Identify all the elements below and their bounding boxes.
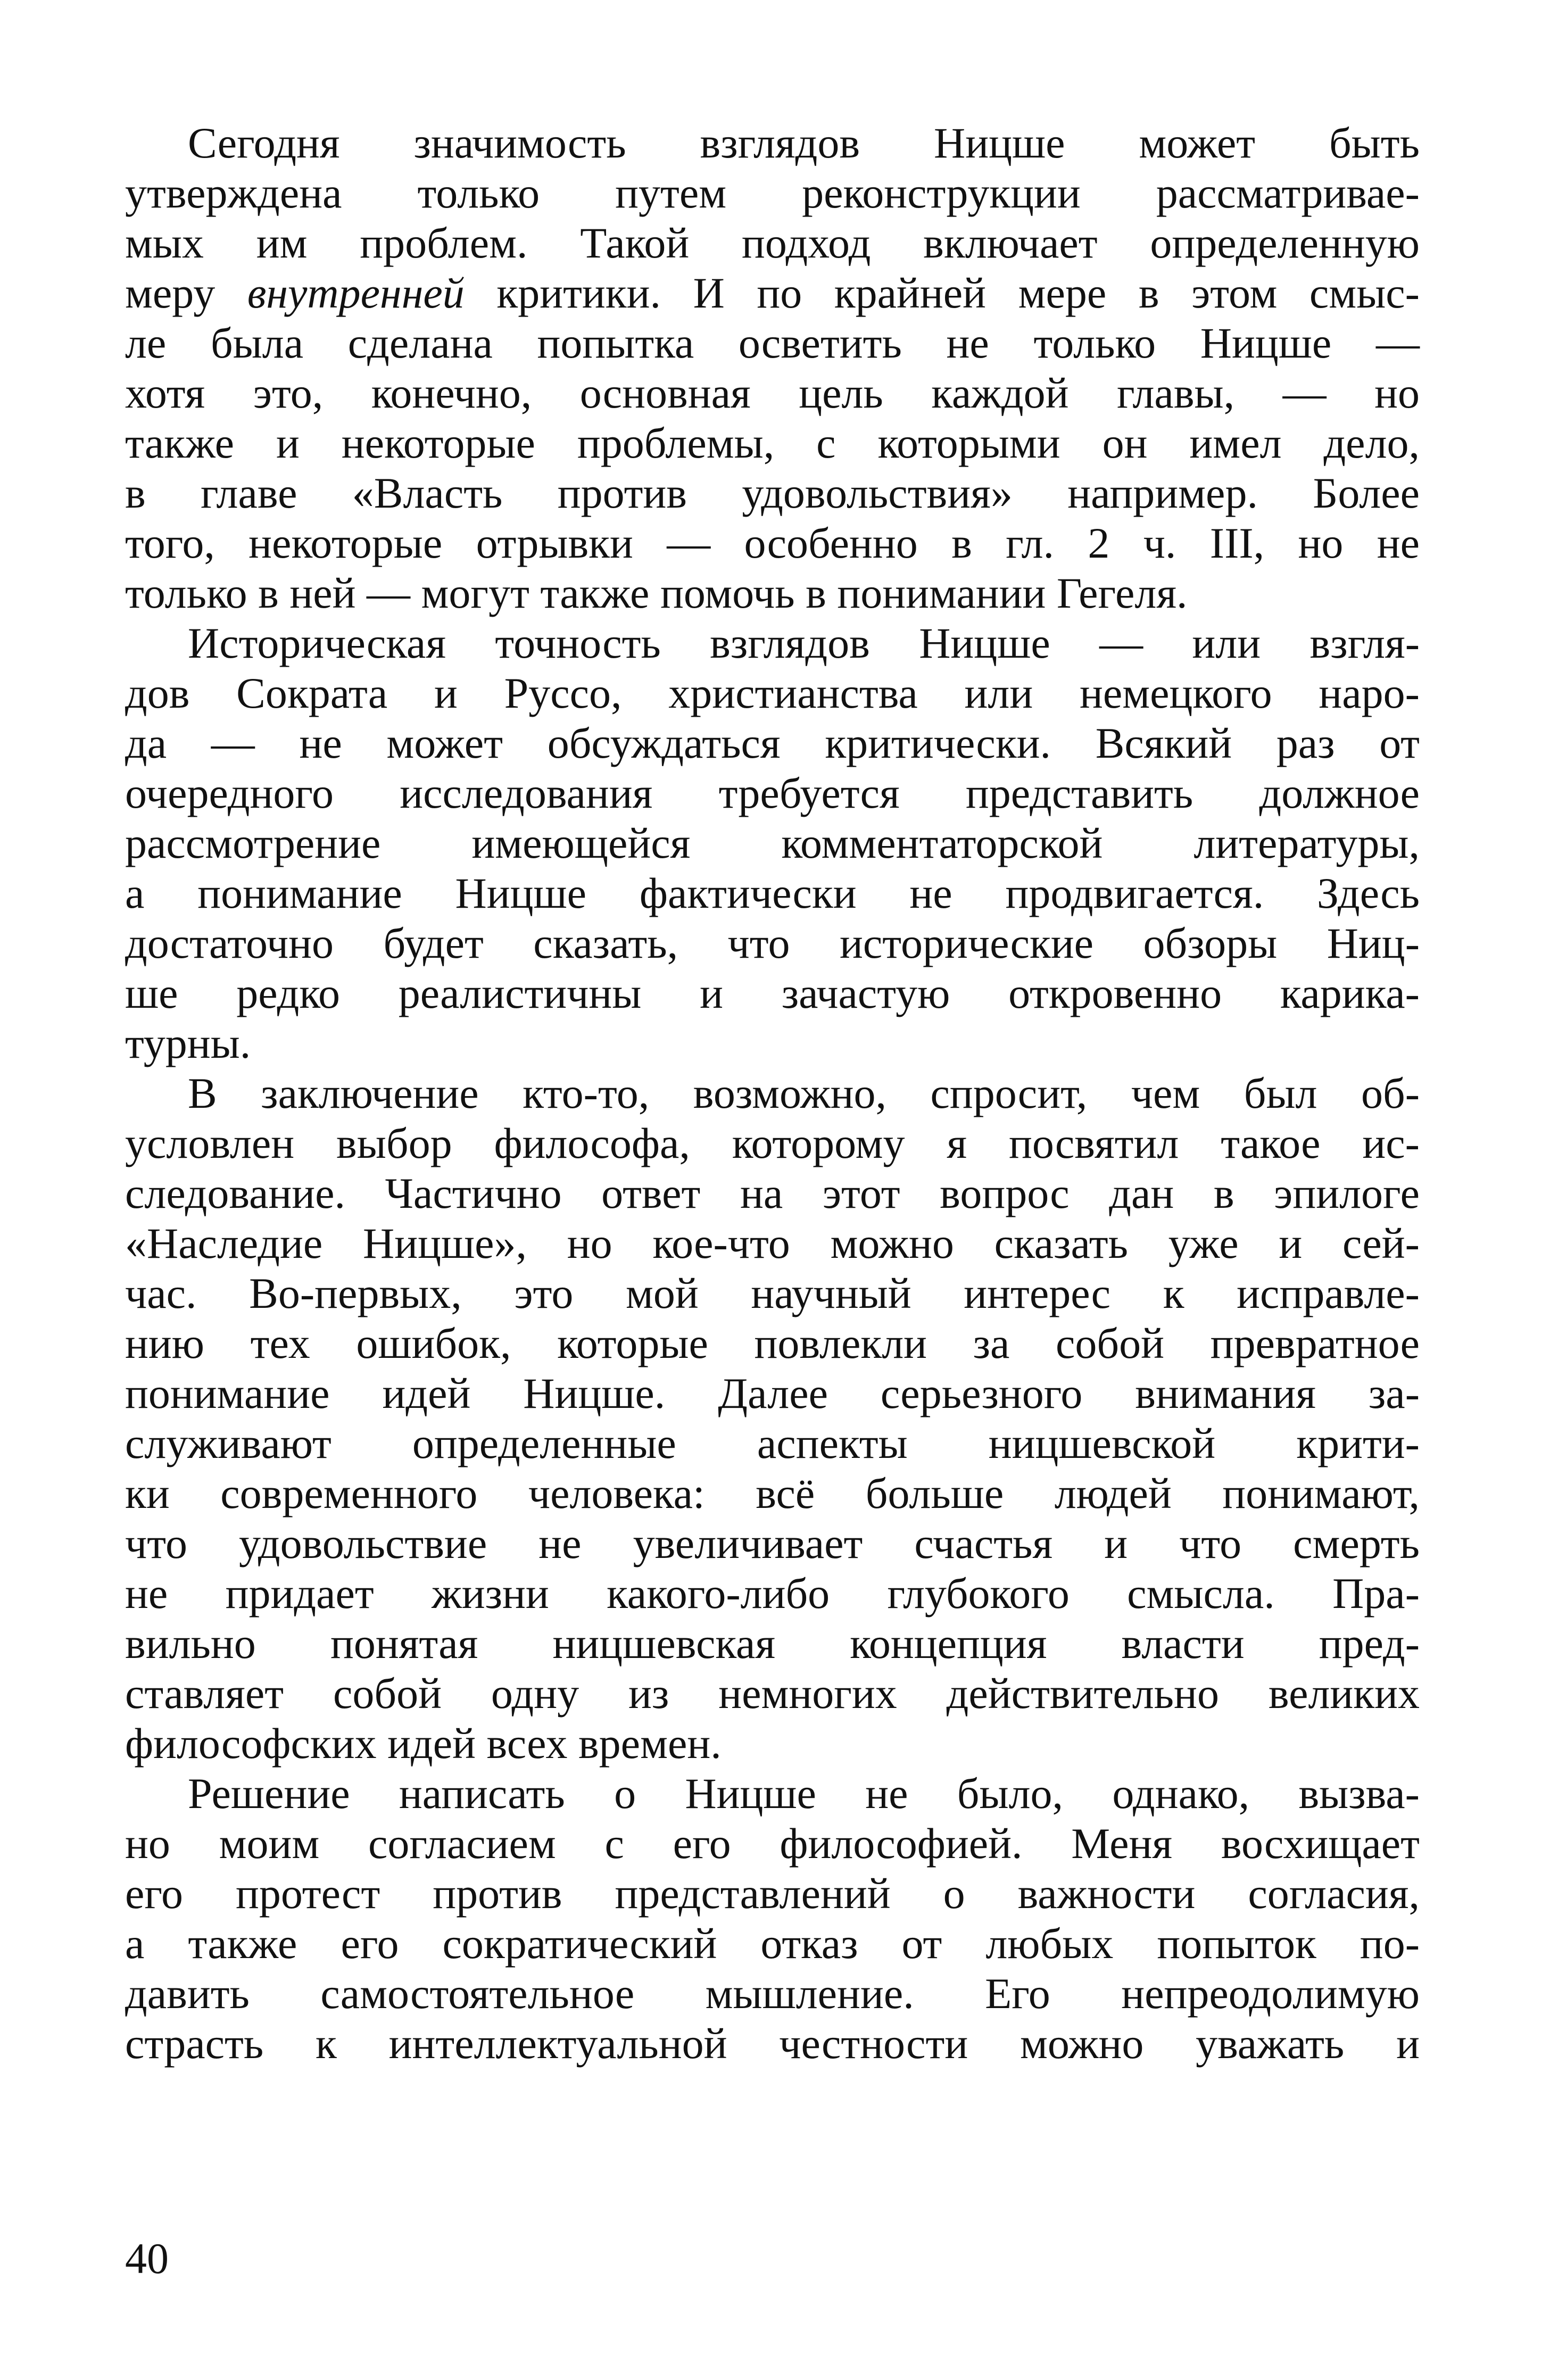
text-line: турны.: [125, 1019, 251, 1067]
text-line: нию тех ошибок, которые повлекли за собой превратное: [125, 1319, 1420, 1367]
text-line: В заключение кто-то, возможно, спросит, чем был об-: [188, 1069, 1420, 1117]
text-line: Сегодня значимость взглядов Ницше может быть: [188, 119, 1420, 167]
paragraph-2: [125, 618, 1420, 1068]
text-line: дов Сократа и Руссо, христианства или немецкого наро-: [125, 669, 1420, 717]
text-line: утверждена только путем реконструкции рассматривае-: [125, 169, 1420, 217]
italic-word: внутренней: [247, 269, 465, 317]
text-line: хотя это, конечно, основная цель каждой главы, — но: [125, 369, 1420, 417]
text-line: страсть к интеллектуальной честности можно уважать и: [125, 2019, 1420, 2068]
text-line: ки современного человека: всё больше людей понимают,: [125, 1469, 1420, 1517]
text-line: того, некоторые отрывки — особенно в гл. 2 ч. III, но не: [125, 519, 1420, 567]
text-line: его протест против представлений о важности согласия,: [125, 1869, 1420, 1918]
text-line: что удовольствие не увеличивает счастья и что смерть: [125, 1519, 1420, 1568]
paragraph-1: [125, 118, 1420, 618]
text-fragment: критики. И по крайней мере в этом смыс-: [496, 269, 1420, 317]
text-line: вильно понятая ницшевская концепция власти пред-: [125, 1619, 1420, 1668]
text-line: час. Во-первых, это мой научный интерес к исправле-: [125, 1269, 1420, 1317]
text-line: очередного исследования требуется представить должное: [125, 769, 1420, 817]
text-line: понимание идей Ницше. Далее серьезного внимания за-: [125, 1369, 1420, 1417]
text-line: «Наследие Ницше», но кое-что можно сказать уже и сей-: [125, 1219, 1420, 1267]
text-line: но моим согласием с его философией. Меня восхищает: [125, 1819, 1420, 1868]
text-line: ставляет собой одну из немногих действительно великих: [125, 1669, 1420, 1718]
text-line-with-italic: [125, 268, 1420, 318]
page-number: 40: [125, 2234, 169, 2283]
text-fragment: меру: [125, 269, 215, 317]
text-line: также и некоторые проблемы, с которыми он имел дело,: [125, 419, 1420, 467]
text-line: да — не может обсуждаться критически. Всякий раз от: [125, 719, 1420, 767]
paragraph-4: [125, 1769, 1420, 2069]
text-line: а также его сократический отказ от любых попыток по-: [125, 1919, 1420, 1968]
text-line: Историческая точность взглядов Ницше — или взгля-: [188, 619, 1420, 667]
text-line: достаточно будет сказать, что исторические обзоры Ниц-: [125, 919, 1420, 967]
text-line: служивают определенные аспекты ницшевской крити-: [125, 1419, 1420, 1467]
page-body: [125, 118, 1420, 2069]
text-line: только в ней — могут также помочь в понимании Гегеля.: [125, 569, 1188, 617]
text-line: следование. Частично ответ на этот вопрос дан в эпилоге: [125, 1169, 1420, 1217]
paragraph-3: [125, 1068, 1420, 1769]
text-line: Решение написать о Ницше не было, однако, вызва-: [188, 1769, 1420, 1818]
text-line: а понимание Ницше фактически не продвигается. Здесь: [125, 869, 1420, 917]
text-line: рассмотрение имеющейся комментаторской литературы,: [125, 819, 1420, 867]
text-line: философских идей всех времен.: [125, 1719, 722, 1768]
text-line: ше редко реалистичны и зачастую откровенно карика-: [125, 969, 1420, 1017]
text-line: не придает жизни какого-либо глубокого смысла. Пра-: [125, 1569, 1420, 1618]
text-line: в главе «Власть против удовольствия» например. Более: [125, 469, 1420, 517]
text-line: давить самостоятельное мышление. Его непреодолимую: [125, 1969, 1420, 2018]
text-line: мых им проблем. Такой подход включает определенную: [125, 219, 1420, 267]
text-line: ле была сделана попытка осветить не только Ницше —: [125, 319, 1420, 367]
text-line: условлен выбор философа, которому я посвятил такое ис-: [125, 1119, 1420, 1167]
